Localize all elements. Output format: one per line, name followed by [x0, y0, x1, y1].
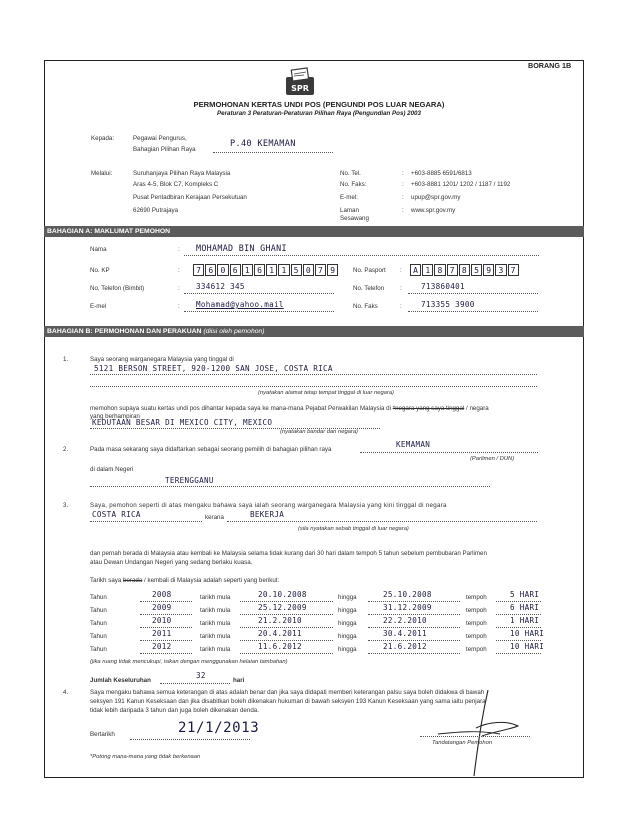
visit-year-line	[140, 614, 192, 615]
passport-char: 8	[434, 264, 445, 276]
kp-digit: 6	[254, 264, 265, 276]
nama-value: MOHAMAD BIN GHANI	[196, 243, 287, 253]
visit-end-label: hingga	[338, 620, 357, 627]
visit-end: 25.10.2008	[383, 590, 432, 599]
item-1-address-line	[90, 374, 537, 375]
contact-label-web: Laman Sesawang	[340, 207, 369, 222]
visit-year-label: Tahun	[90, 633, 107, 640]
item-1-request	[90, 405, 489, 412]
section-b-header	[44, 326, 584, 337]
visit-duration-line	[496, 640, 541, 641]
fax-colon: :	[400, 303, 402, 310]
visit-end-label: hingga	[338, 633, 357, 640]
visit-end-line	[368, 627, 460, 628]
email-value: Mohamad@yahoo.mail	[196, 300, 284, 309]
visit-start: 21.2.2010	[258, 616, 302, 625]
item-3-cont-1: dan pernah berada di Malaysia atau kembali ke Malaysia selama tidak kurang dari 30 hari dalam tempoh 5 tahun sebelum pembubaran Parlimen	[90, 550, 487, 557]
item-1-request-strike: *negara yang saya tinggal	[392, 405, 465, 412]
kepada-label: Kepada:	[91, 135, 115, 142]
total-unit: hari	[233, 677, 245, 684]
passport-char: 5	[471, 264, 482, 276]
item-2-state-label: di dalam Negeri	[90, 466, 134, 473]
visit-year-line	[140, 601, 192, 602]
dates-intro-b: / kembali di Malaysia adalah seperti yang berikut:	[144, 577, 280, 584]
form-code: BORANG 1B	[528, 61, 572, 70]
item-2-number: 2.	[63, 446, 69, 453]
item-3-country: COSTA RICA	[92, 510, 141, 519]
kp-colon: :	[178, 267, 180, 274]
passport-boxes	[410, 264, 520, 276]
visit-start: 25.12.2009	[258, 603, 307, 612]
visit-duration-label: tempoh	[466, 620, 487, 627]
bertarikh-line	[130, 739, 250, 740]
item-2-state: TERENGGANU	[165, 476, 214, 485]
visit-year-line	[140, 653, 192, 654]
item-1-number: 1.	[63, 356, 69, 363]
item-1-address-line-2	[90, 386, 537, 387]
visit-duration-label: tempoh	[466, 633, 487, 640]
visit-start-label: tarikh mula	[200, 620, 231, 627]
passport-char: 8	[459, 264, 470, 276]
item-1-office: KEDUTAAN BESAR DI MEXICO CITY, MEXICO	[92, 418, 273, 427]
form-subtitle: Peraturan 3 Peraturan-Peraturan Pilihan Raya (Pengundian Pos) 2003	[217, 110, 421, 117]
visit-start-line	[240, 640, 333, 641]
kp-digit: 6	[205, 264, 216, 276]
bertarikh-label: Bertarikh	[90, 731, 115, 738]
email-colon: :	[178, 303, 180, 310]
visit-start-line	[240, 653, 333, 654]
kp-digit: 0	[217, 264, 228, 276]
item-1-note: (nyatakan alamat tetap tempat tinggal di luar negara)	[258, 390, 394, 396]
item-2-text: Pada masa sekarang saya didaftarkan sebagai seorang pemilih di bahagian pilihan raya	[90, 446, 332, 453]
fax-label: No. Faks	[353, 303, 378, 310]
kp-digit: 1	[266, 264, 277, 276]
visit-year: 2012	[152, 642, 172, 651]
total-value: 32	[196, 671, 206, 680]
item-4-line-3: tidak lebih daripada 3 tahun dan juga boleh dikenakan denda.	[90, 707, 259, 714]
visit-end-line	[368, 614, 460, 615]
visit-year-label: Tahun	[90, 594, 107, 601]
visit-end-line	[368, 601, 460, 602]
contact-label-faks: No. Faks:	[340, 181, 367, 188]
email-line	[184, 311, 334, 312]
passport-char: 9	[483, 264, 494, 276]
visit-duration-line	[496, 627, 541, 628]
visit-start-label: tarikh mula	[200, 594, 231, 601]
signature-label: Tandatangan Pemohon	[432, 740, 493, 746]
visit-year: 2010	[152, 616, 172, 625]
visit-year-line	[140, 640, 192, 641]
melalui-address-1: Suruhanjaya Pilihan Raya Malaysia	[133, 170, 231, 177]
passport-char: 7	[447, 264, 458, 276]
kepada-line	[213, 152, 333, 153]
dates-intro-strike: berada	[123, 577, 143, 584]
item-3-country-line	[90, 521, 202, 522]
visit-start-line	[240, 614, 333, 615]
kepada-filled: P.40 KEMAMAN	[230, 139, 296, 149]
contact-colon-3: :	[402, 194, 404, 201]
fax-line	[408, 311, 538, 312]
kp-digit: 7	[315, 264, 326, 276]
spr-logo	[280, 67, 320, 97]
item-1-address: 5121 BERSON STREET, 920-1200 SAN JOSE, COSTA RICA	[94, 364, 333, 373]
kepada-line2: Bahagian Pilihan Raya	[133, 146, 196, 153]
passport-label: No. Pasport	[353, 267, 386, 274]
visit-duration-label: tempoh	[466, 646, 487, 653]
item-1-office-note: (nyatakan bandar dan negara)	[280, 429, 358, 435]
melalui-address-2: Aras 4-5, Blok C7, Kompleks C	[133, 181, 219, 188]
visit-end: 30.4.2011	[383, 629, 427, 638]
visit-start: 20.10.2008	[258, 590, 307, 599]
email-label: E-mel	[90, 303, 107, 310]
nama-label: Nama	[90, 246, 107, 253]
logo-text: SPR	[291, 84, 309, 93]
visit-year: 2008	[152, 590, 172, 599]
item-3-note: (sila nyatakan sebab tinggal di luar negara)	[298, 526, 409, 532]
contact-colon-4: :	[402, 207, 404, 214]
visit-duration-line	[496, 653, 541, 654]
visit-duration-label: tempoh	[466, 607, 487, 614]
phone-colon: :	[400, 285, 402, 292]
visit-duration: 1 HARI	[510, 616, 540, 625]
contact-label-tel: No. Tel.	[340, 170, 361, 177]
phone-value: 713860401	[421, 282, 465, 291]
visit-start: 11.6.2012	[258, 642, 302, 651]
visit-duration: 6 HARI	[510, 603, 540, 612]
section-b-note: (diisi oleh pemohon)	[203, 328, 265, 335]
visit-duration-label: tempoh	[466, 594, 487, 601]
item-1-request-c: yang berhampiran	[90, 413, 140, 420]
kp-digit: 9	[327, 264, 338, 276]
item-3-number: 3.	[63, 502, 69, 509]
passport-char: 1	[422, 264, 433, 276]
contact-value-web: www.spr.gov.my	[411, 207, 456, 214]
visit-end: 21.6.2012	[383, 642, 427, 651]
melalui-label: Melalui:	[91, 170, 113, 177]
visit-year-label: Tahun	[90, 607, 107, 614]
mobile-colon: :	[178, 285, 180, 292]
visit-year-line	[140, 627, 192, 628]
visit-year: 2011	[152, 629, 172, 638]
passport-char: 3	[495, 264, 506, 276]
item-2-line	[360, 452, 538, 453]
section-b-title: BAHAGIAN B: PERMOHONAN DAN PERAKUAN	[47, 328, 202, 335]
visit-start-label: tarikh mula	[200, 633, 231, 640]
signature-line	[420, 736, 530, 737]
visit-start: 20.4.2011	[258, 629, 302, 638]
phone-label: No. Telefon	[353, 285, 385, 292]
item-2-note: (Parlimen / DUN)	[470, 456, 515, 462]
visit-end-line	[368, 640, 460, 641]
item-4-line-1: Saya mengaku bahawa semua keterangan di atas adalah benar dan jika saya didapati memberi keterangan palsu saya boleh didakwa di bawah	[90, 689, 485, 696]
visit-start-line	[240, 601, 333, 602]
kp-digit: 5	[291, 264, 302, 276]
fax-value: 713355 3900	[421, 300, 475, 309]
passport-char: 7	[508, 264, 519, 276]
passport-char: A	[410, 264, 421, 276]
visit-duration-line	[496, 614, 541, 615]
contact-value-faks: +603-8881 1201/ 1202 / 1187 / 1192	[411, 181, 511, 188]
item-3-cont-2: atau Dewan Undangan Negeri yang sedang berlaku kuasa.	[90, 559, 253, 566]
visit-duration: 10 HARI	[510, 629, 545, 638]
visit-duration: 5 HARI	[510, 590, 540, 599]
item-2-state-line	[90, 486, 490, 487]
item-2-value: KEMAMAN	[396, 440, 431, 449]
visit-year: 2009	[152, 603, 172, 612]
kepada-line1: Pegawai Pengurus,	[133, 135, 187, 142]
mobile-line	[184, 293, 334, 294]
kp-digit: 1	[242, 264, 253, 276]
kp-boxes	[193, 264, 339, 276]
kp-digit: 0	[303, 264, 314, 276]
visit-year-label: Tahun	[90, 646, 107, 653]
section-a-header: BAHAGIAN A: MAKLUMAT PEMOHON	[44, 226, 584, 237]
bertarikh-value: 21/1/2013	[178, 720, 260, 736]
item-1-text: Saya seorang warganegara Malaysia yang tinggal di	[90, 356, 234, 363]
contact-value-email: upup@spr.gov.my	[411, 194, 461, 201]
item-3-reason-line	[227, 521, 537, 522]
contact-label-email: E-mel:	[340, 194, 358, 201]
contact-colon-2: :	[402, 181, 404, 188]
visit-end-label: hingga	[338, 646, 357, 653]
kp-digit: 7	[193, 264, 204, 276]
kp-digit: 1	[278, 264, 289, 276]
total-label: Jumlah Keseluruhan	[90, 677, 151, 684]
visit-end: 22.2.2010	[383, 616, 427, 625]
mobile-label: No. Telefon (Bimbit)	[90, 285, 145, 292]
item-3-text: Saya, pemohon seperti di atas mengaku bahawa saya ialah seorang warganegara Malaysia yang kini tinggal di negara	[90, 502, 447, 509]
kp-digit: 6	[230, 264, 241, 276]
total-line	[160, 683, 230, 684]
visit-year-label: Tahun	[90, 620, 107, 627]
phone-line	[408, 293, 538, 294]
item-4-line-2: seksyen 191 Kanun Keseksaan dan jika disabitkan boleh dikenakan hukuman di bawah seksyen 193 Kanun Keseksaan yang sama iaitu penjara	[90, 698, 486, 705]
signature	[418, 688, 538, 778]
visit-end-line	[368, 653, 460, 654]
passport-colon: :	[400, 267, 402, 274]
melalui-address-3: Pusat Pentadbiran Kerajaan Persekutuan	[133, 194, 247, 201]
form-title: PERMOHONAN KERTAS UNDI POS (PENGUNDI POS LUAR NEGARA)	[193, 100, 445, 109]
visit-duration: 10 HARI	[510, 642, 545, 651]
item-3-reason: BEKERJA	[250, 510, 285, 519]
visit-start-line	[240, 627, 333, 628]
item-4-number: 4.	[63, 689, 69, 696]
mobile-value: 334612 345	[196, 282, 245, 291]
melalui-address-4: 62690 Putrajaya	[133, 207, 179, 214]
kp-label: No. KP	[90, 267, 110, 274]
contact-colon-1: :	[402, 170, 404, 177]
visit-end-label: hingga	[338, 607, 357, 614]
visit-end: 31.12.2009	[383, 603, 432, 612]
visit-start-label: tarikh mula	[200, 646, 231, 653]
nama-colon: :	[178, 246, 180, 253]
visit-end-label: hingga	[338, 594, 357, 601]
footnote: *Potong mana-mana yang tidak berkenaan	[90, 754, 201, 760]
dates-intro	[90, 577, 279, 584]
nama-line	[184, 255, 539, 256]
visit-start-label: tarikh mula	[200, 607, 231, 614]
dates-intro-a: Tarikh saya	[90, 577, 122, 584]
contact-value-tel: +603-8885 6591/6813	[411, 170, 472, 177]
dates-note: (jika ruang tidak mencukupi, isikan dengan menggunakan helaian tambahan)	[90, 659, 288, 665]
visit-duration-line	[496, 601, 541, 602]
item-1-request-a: memohon supaya suatu kertas undi pos dihantar kepada saya ke mana-mana Pejabat Perwakilan Malaysia di	[90, 405, 391, 412]
item-1-request-b: / negara	[466, 405, 489, 412]
item-3-mid: kerana	[205, 514, 224, 521]
